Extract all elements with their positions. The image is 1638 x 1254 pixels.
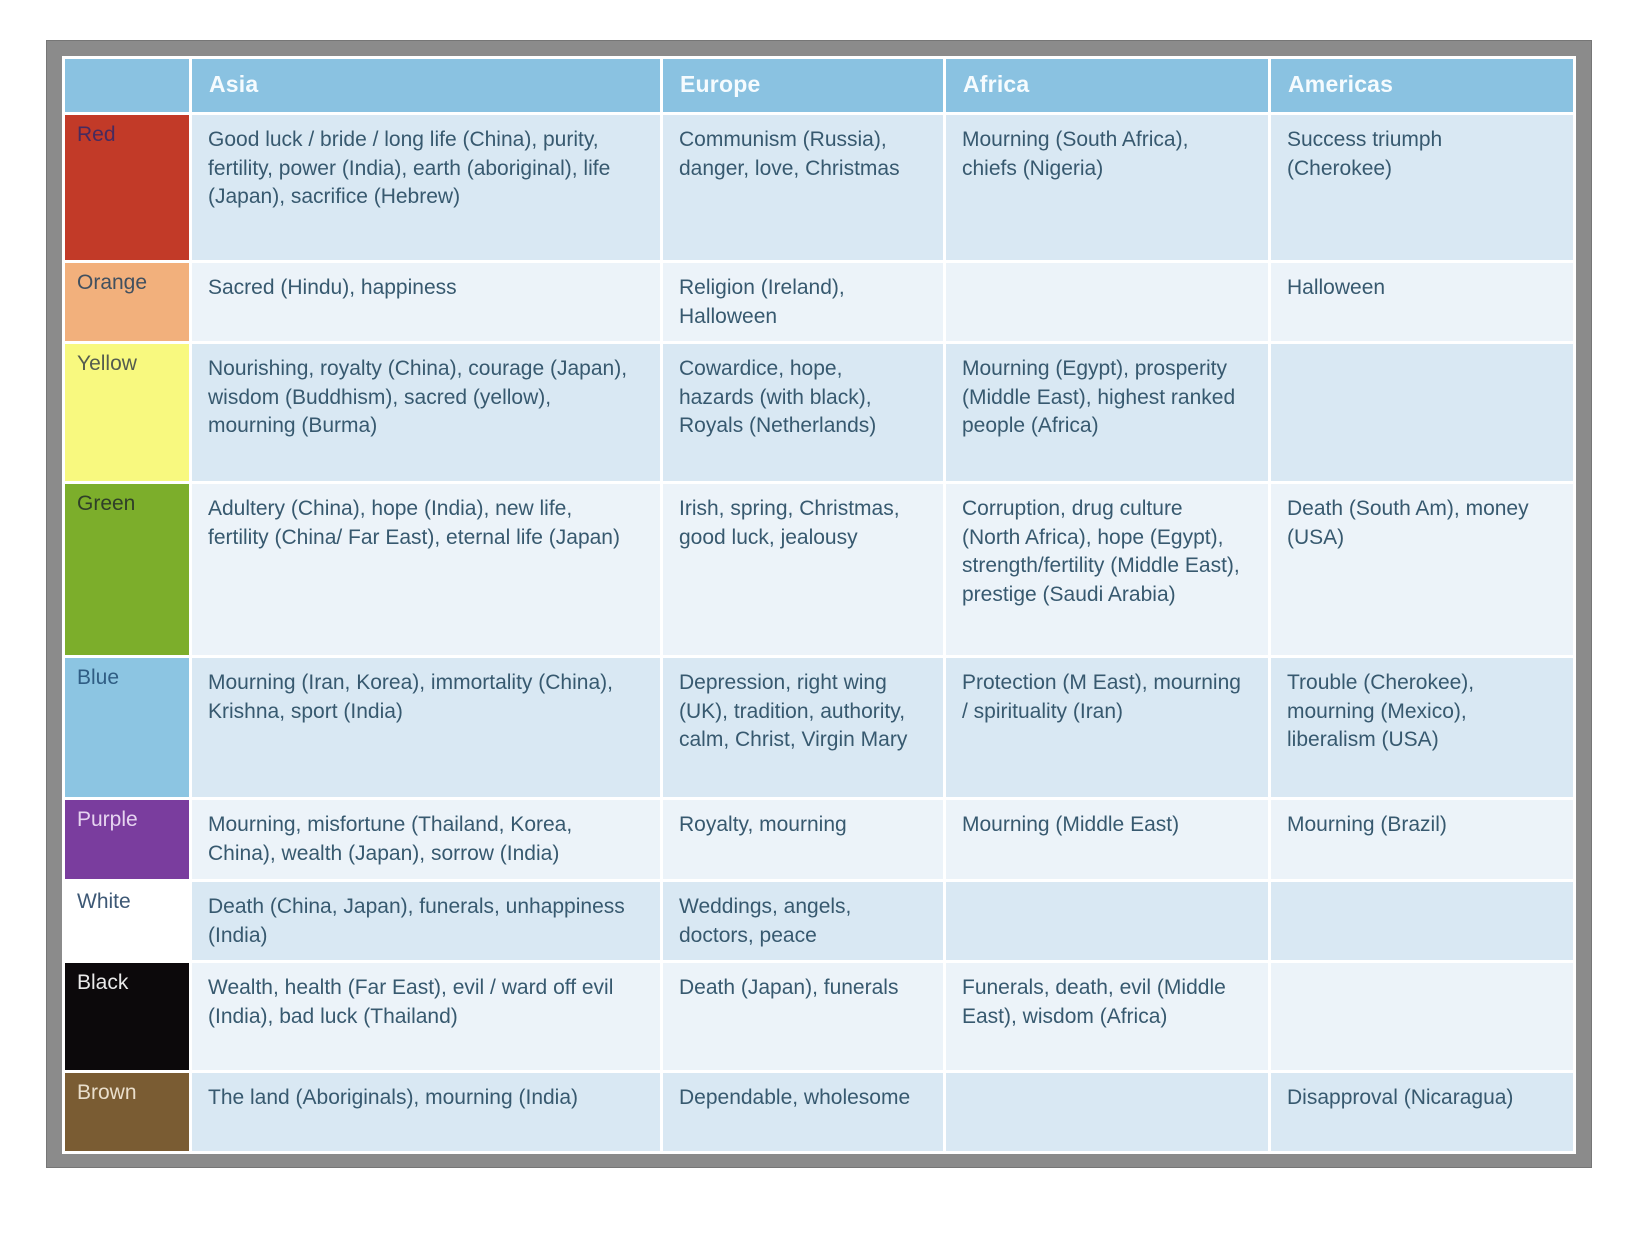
color-name-label: Red xyxy=(77,123,116,146)
asia-meaning-cell: Nourishing, royalty (China), courage (Japan), wisdom (Buddhism), sacred (yellow), mourning (Burma) xyxy=(192,344,660,481)
americas-meaning-cell: Death (South Am), money (USA) xyxy=(1271,484,1573,655)
table-row xyxy=(65,115,1573,260)
americas-meaning-cell xyxy=(1271,344,1573,481)
table-row xyxy=(65,1073,1573,1151)
americas-meaning-cell xyxy=(1271,963,1573,1070)
africa-meaning-cell: Corruption, drug culture (North Africa), hope (Egypt), strength/fertility (Middle East), prestige (Saudi Arabia) xyxy=(946,484,1268,655)
asia-meaning-cell: Mourning (Iran, Korea), immortality (China), Krishna, sport (India) xyxy=(192,658,660,797)
africa-meaning-cell xyxy=(946,882,1268,960)
table-row xyxy=(65,344,1573,481)
color-name-label: Purple xyxy=(77,808,138,832)
table-header xyxy=(65,59,1573,112)
header-cell-empty xyxy=(65,59,189,112)
africa-meaning-cell: Mourning (South Africa), chiefs (Nigeria) xyxy=(946,115,1268,260)
europe-meaning-cell: Dependable, wholesome xyxy=(663,1073,943,1151)
gray-frame xyxy=(46,40,1592,1168)
color-swatch-cell xyxy=(65,115,189,260)
africa-meaning-cell: Mourning (Egypt), prosperity (Middle East), highest ranked people (Africa) xyxy=(946,344,1268,481)
color-swatch-cell xyxy=(65,658,189,797)
color-swatch-cell xyxy=(65,484,189,655)
table-row xyxy=(65,263,1573,341)
header-cell-africa: Africa xyxy=(946,59,1268,112)
asia-meaning-cell: Mourning, misfortune (Thailand, Korea, China), wealth (Japan), sorrow (India) xyxy=(192,800,660,879)
asia-meaning-cell: Wealth, health (Far East), evil / ward off evil (India), bad luck (Thailand) xyxy=(192,963,660,1070)
europe-meaning-cell: Irish, spring, Christmas, good luck, jealousy xyxy=(663,484,943,655)
africa-meaning-cell xyxy=(946,263,1268,341)
table-body xyxy=(65,115,1573,1151)
asia-meaning-cell: Good luck / bride / long life (China), purity, fertility, power (India), earth (aboriginal), life (Japan), sacrifice (Hebrew) xyxy=(192,115,660,260)
europe-meaning-cell: Communism (Russia), danger, love, Christmas xyxy=(663,115,943,260)
table-row xyxy=(65,882,1573,960)
color-swatch-cell xyxy=(65,1073,189,1151)
americas-meaning-cell: Disapproval (Nicaragua) xyxy=(1271,1073,1573,1151)
asia-meaning-cell: The land (Aboriginals), mourning (India) xyxy=(192,1073,660,1151)
asia-meaning-cell: Adultery (China), hope (India), new life, fertility (China/ Far East), eternal life (Japan) xyxy=(192,484,660,655)
americas-meaning-cell: Halloween xyxy=(1271,263,1573,341)
europe-meaning-cell: Religion (Ireland), Halloween xyxy=(663,263,943,341)
europe-meaning-cell: Death (Japan), funerals xyxy=(663,963,943,1070)
table-row xyxy=(65,963,1573,1070)
color-swatch-cell xyxy=(65,800,189,879)
europe-meaning-cell: Depression, right wing (UK), tradition, authority, calm, Christ, Virgin Mary xyxy=(663,658,943,797)
asia-meaning-cell: Death (China, Japan), funerals, unhappiness (India) xyxy=(192,882,660,960)
header-cell-europe: Europe xyxy=(663,59,943,112)
color-name-label: Orange xyxy=(77,271,148,294)
color-swatch-cell xyxy=(65,963,189,1070)
asia-meaning-cell: Sacred (Hindu), happiness xyxy=(192,263,660,341)
color-name-label: Blue xyxy=(77,666,120,690)
color-name-label: Green xyxy=(77,492,136,516)
color-swatch-cell xyxy=(65,344,189,481)
color-swatch-cell xyxy=(65,263,189,341)
table-row xyxy=(65,658,1573,797)
color-name-label: White xyxy=(77,890,131,914)
header-row xyxy=(65,59,1573,112)
africa-meaning-cell: Protection (M East), mourning / spirituality (Iran) xyxy=(946,658,1268,797)
color-name-label: Yellow xyxy=(77,352,137,376)
europe-meaning-cell: Royalty, mourning xyxy=(663,800,943,879)
americas-meaning-cell xyxy=(1271,882,1573,960)
color-name-label: Brown xyxy=(77,1081,137,1105)
color-swatch-cell xyxy=(65,882,189,960)
color-name-label: Black xyxy=(77,971,129,995)
africa-meaning-cell xyxy=(946,1073,1268,1151)
europe-meaning-cell: Cowardice, hope, hazards (with black), Royals (Netherlands) xyxy=(663,344,943,481)
africa-meaning-cell: Funerals, death, evil (Middle East), wisdom (Africa) xyxy=(946,963,1268,1070)
americas-meaning-cell: Mourning (Brazil) xyxy=(1271,800,1573,879)
color-meanings-table xyxy=(62,56,1576,1154)
europe-meaning-cell: Weddings, angels, doctors, peace xyxy=(663,882,943,960)
americas-meaning-cell: Success triumph (Cherokee) xyxy=(1271,115,1573,260)
table-row xyxy=(65,484,1573,655)
africa-meaning-cell: Mourning (Middle East) xyxy=(946,800,1268,879)
header-cell-asia: Asia xyxy=(192,59,660,112)
americas-meaning-cell: Trouble (Cherokee), mourning (Mexico), liberalism (USA) xyxy=(1271,658,1573,797)
header-cell-americas: Americas xyxy=(1271,59,1573,112)
table-row xyxy=(65,800,1573,879)
